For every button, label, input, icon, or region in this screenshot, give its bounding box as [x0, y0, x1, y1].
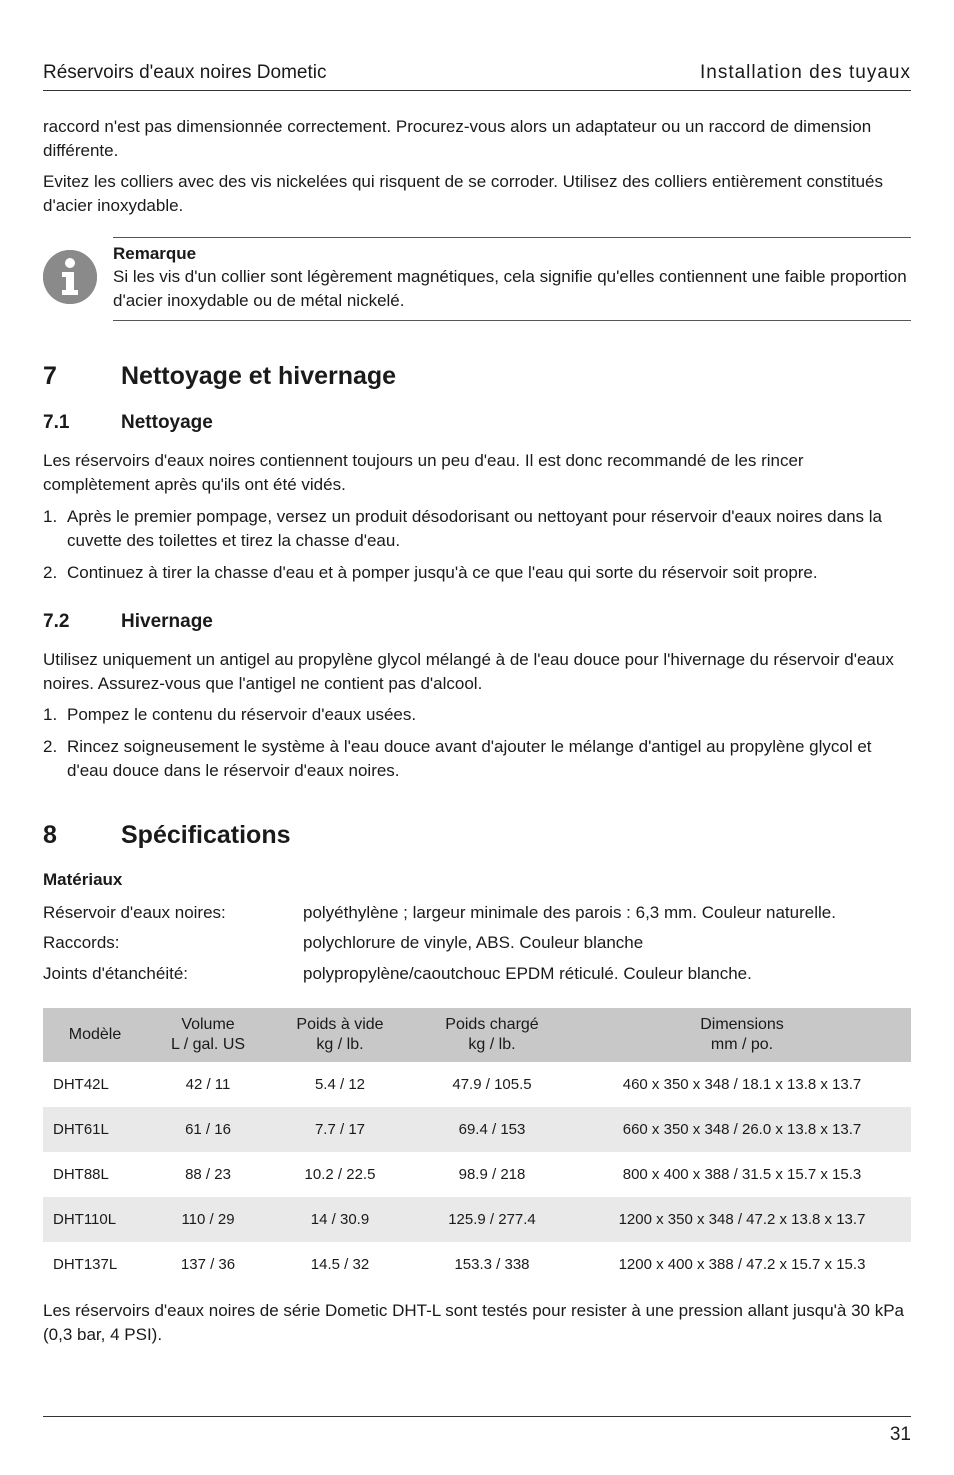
materials-label: Raccords: [43, 933, 120, 952]
column-header: Modèle [43, 1008, 147, 1062]
footer-divider [43, 1416, 911, 1417]
section-7-2-number: 7.2 [43, 611, 70, 632]
intro-paragraph-1: raccord n'est pas dimensionnée correctement. Procurez-vous alors un adaptateur ou un raccord de dimension différente. [43, 117, 872, 160]
header-doc-title: Réservoirs d'eaux noires Dometic [43, 62, 327, 83]
table-header-row [43, 1008, 911, 1062]
column-header: Poids à vide kg / lb. [269, 1008, 411, 1062]
section-7-1-number: 7.1 [43, 412, 70, 433]
intro-paragraph-2: Evitez les colliers avec des vis nickelées qui risquent de se corroder. Utilisez des colliers entièrement constitués d'acier inoxydable. [43, 172, 883, 215]
specifications-table [43, 1008, 911, 1287]
note-title: Remarque [113, 244, 197, 263]
table-row: DHT137L 137 / 36 14.5 / 32 153.3 / 338 1200 x 400 x 388 / 47.2 x 15.7 x 15.3 [53, 1256, 866, 1273]
column-header: Poids chargé kg / lb. [411, 1008, 573, 1062]
list-item: 1. Pompez le contenu du réservoir d'eaux usées. [43, 705, 417, 724]
table-row: DHT88L 88 / 23 10.2 / 22.5 98.9 / 218 800 x 400 x 388 / 31.5 x 15.7 x 15.3 [53, 1166, 862, 1183]
section-7-1-title: Nettoyage [121, 412, 213, 433]
page-header [43, 60, 911, 91]
specifications-footnote: Les réservoirs d'eaux noires de série Dometic DHT-L sont testés pour resister à une pression allant jusqu'à 30 kPa (0,3 bar, 4 PSI). [43, 1301, 905, 1344]
header-section-title: Installation des tuyaux [699, 62, 911, 83]
section-8-number: 8 [43, 821, 57, 849]
materials-title: Matériaux [43, 870, 123, 889]
table-row: DHT110L 110 / 29 14 / 30.9 125.9 / 277.4 1200 x 350 x 348 / 47.2 x 13.8 x 13.7 [43, 1197, 911, 1242]
winterizing-steps [43, 703, 911, 791]
section-7-title: Nettoyage et hivernage [121, 362, 397, 390]
materials-value: polychlorure de vinyle, ABS. Couleur blanche [303, 933, 644, 952]
cleaning-paragraph: Les réservoirs d'eaux noires contiennent toujours un peu d'eau. Il est donc recommandé de les rincer complètement après qu'ils ont été vidés. [43, 451, 804, 494]
list-item: 2. Rincez soigneusement le système à l'eau douce avant d'ajouter le mélange d'antigel au propylène glycol et d'eau douce dans le réservoir d'eaux noires. [43, 737, 872, 780]
materials-value: polyéthylène ; largeur minimale des parois : 6,3 mm. Couleur naturelle. [303, 903, 836, 922]
list-item: 2. Continuez à tirer la chasse d'eau et à pomper jusqu'à ce que l'eau qui sorte du réservoir soit propre. [43, 563, 818, 582]
list-item: 1. Après le premier pompage, versez un produit désodorisant ou nettoyant pour réservoir d'eaux noires dans la cuvette des toilettes et tirez la chasse d'eau. [43, 507, 882, 550]
section-7-number: 7 [43, 362, 57, 390]
note-text: Si les vis d'un collier sont légèrement magnétiques, cela signifie qu'elles contiennent une faible proportion d'acier inoxydable ou de métal nickelé. [113, 267, 907, 310]
materials-label: Joints d'étanchéité: [43, 964, 189, 983]
page-number: 31 [889, 1424, 911, 1445]
materials-label: Réservoir d'eaux noires: [43, 903, 226, 922]
table-row: DHT42L 42 / 11 5.4 / 12 47.9 / 105.5 460 x 350 x 348 / 18.1 x 13.8 x 13.7 [53, 1076, 862, 1093]
info-icon [43, 250, 97, 304]
note-box [113, 237, 911, 321]
cleaning-steps [43, 505, 911, 593]
table-row: DHT61L 61 / 16 7.7 / 17 69.4 / 153 660 x 350 x 348 / 26.0 x 13.8 x 13.7 [43, 1107, 911, 1152]
winterizing-paragraph: Utilisez uniquement un antigel au propylène glycol mélangé à de l'eau douce pour l'hivernage du réservoir d'eaux noires. Assurez-vous que l'antigel ne contient pas d'alcool. [43, 650, 894, 693]
column-header: Volume L / gal. US [147, 1008, 269, 1062]
section-7-2-title: Hivernage [121, 611, 213, 632]
column-header: Dimensions mm / po. [573, 1008, 911, 1062]
materials-value: polypropylène/caoutchouc EPDM réticulé. Couleur blanche. [303, 964, 752, 983]
section-8-title: Spécifications [121, 821, 291, 849]
